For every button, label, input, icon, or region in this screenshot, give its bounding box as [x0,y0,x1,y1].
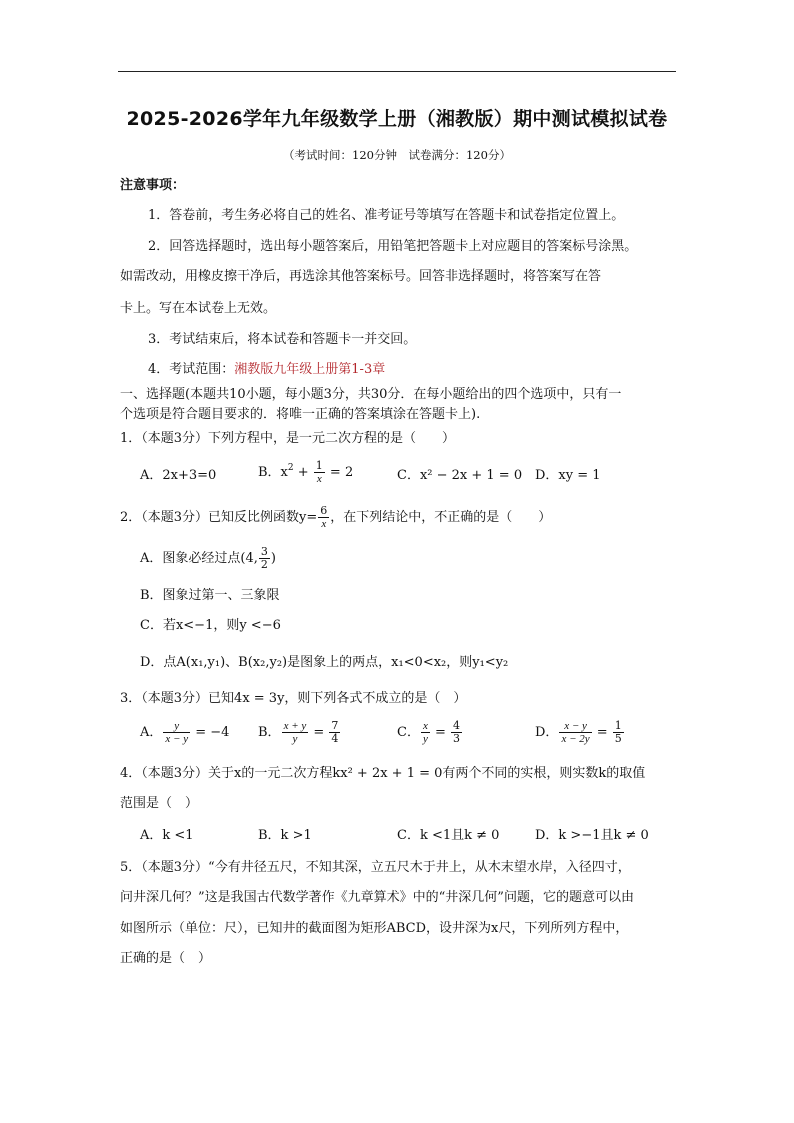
q3-a-numerator: y [163,720,190,733]
notice-item-2-end: 卡上。写在本试卷上无效。 [120,301,277,316]
notice-item-2-cont: 如需改动，用橡皮擦干净后，再选涂其他答案标号。回答非选择题时，将答案写在答 [120,269,602,284]
q3-b-rhs-denominator: 4 [331,732,339,745]
q3-b-label: B． [258,725,281,740]
q2-option-a [140,546,276,571]
q1-option-b [258,458,353,485]
q1-option-a: A．2x+3=0 [140,468,217,483]
q3-d-numerator: x − y [559,720,591,733]
q3-c-rhs-numerator: 4 [453,719,461,732]
exam-range: 湘教版九年级上册第1-3章 [234,362,386,377]
q5-stem-line-1: 5．（本题3分）“今有井径五尺，不知其深，立五尺木于井上，从木末望水岸，入径四寸， [120,860,631,875]
q3-b-numerator: x + y [283,720,307,732]
q2-option-d: D．点A(x₁,y₁)、B(x₂,y₂)是图象上的两点，x₁<0<x₂，则y₁<y₂ [140,655,509,670]
q1-b-denominator: x [316,473,322,485]
q2-option-c: C．若x<−1，则y <−6 [140,618,281,633]
q4-stem-line-2: 范围是（ ） [120,796,199,811]
q3-d-fraction [559,720,591,745]
exam-info: （考试时间：120分钟 试卷满分：120分） [283,148,511,162]
q3-b-equals: = [309,725,329,740]
q1-b-exponent: 2 [287,463,294,473]
q2-stem [120,505,551,530]
q1-b-plus: + [293,465,313,480]
q2-a-denominator: 2 [260,558,268,571]
q3-option-b [258,720,341,745]
q3-d-label: D． [535,725,559,740]
notice-item-4-prefix: 4．考试范围： [148,362,235,377]
q3-d-equals: = [592,725,612,740]
q3-c-rhs-denominator: 3 [453,732,461,745]
section-1-line-1: 一、选择题(本题共10小题，每小题3分，共30分．在每小题给出的四个选项中，只有一 [120,387,622,402]
notice-item-4 [148,360,385,380]
q2-stem-fraction [318,505,329,530]
q3-a-label: A． [140,725,163,740]
q2-a-prefix: A．图象必经过点(4, [140,551,258,566]
q3-b-rhs-fraction [329,720,340,745]
q3-d-rhs-numerator: 1 [614,719,622,732]
q1-b-fraction [314,460,325,485]
q3-c-fraction [421,720,430,745]
q4-option-a: A．k <1 [140,828,194,843]
q1-option-c: C．x² − 2x + 1 = 0 [397,468,523,483]
page-title: 2025-2026学年九年级数学上册（湘教版）期中测试模拟试卷 [126,108,668,130]
q1-stem: 1．（本题3分）下列方程中，是一元二次方程的是（ ） [120,431,456,446]
q2-stem-suffix: ，在下列结论中，不正确的是（ ） [330,510,552,525]
notice-item-2: 2．回答选择题时，选出每小题答案后，用铅笔把答题卡上对应题目的答案标号涂黑。 [148,239,638,254]
q3-c-numerator: x [422,720,428,732]
q2-stem-prefix: 2．（本题3分）已知反比例函数y= [120,510,318,525]
q3-a-fraction [163,720,190,745]
q3-c-equals: = [430,725,451,740]
q2-a-fraction [259,546,270,571]
q3-d-rhs-fraction [613,720,624,745]
q4-option-c: C．k <1且k ≠ 0 [397,828,500,843]
q2-stem-numerator: 6 [320,504,328,517]
section-1-line-2: 个选项是符合题目要求的．将唯一正确的答案填涂在答题卡上). [120,407,481,422]
q3-a-rhs: = −4 [191,725,230,740]
q4-stem-line-1: 4．（本题3分）关于x的一元二次方程kx² + 2x + 1 = 0有两个不同的实根，则实数k的取值 [120,766,646,781]
notice-item-3: 3．考试结束后，将本试卷和答题卡一并交回。 [148,332,417,347]
q1-b-rhs: = 2 [325,465,354,480]
notice-item-1: 1．答卷前，考生务必将自己的姓名、准考证号等填写在答题卡和试卷指定位置上。 [148,208,625,223]
q3-c-label: C． [397,725,420,740]
q1-option-d: D．xy = 1 [535,468,601,483]
q3-c-denominator: y [422,733,428,745]
notice-heading: 注意事项： [120,178,186,193]
q3-option-d [535,720,625,745]
q4-option-b: B．k >1 [258,828,312,843]
q3-c-rhs-fraction [451,720,462,745]
q1-b-numerator: 1 [315,459,323,472]
q2-a-numerator: 3 [260,545,268,558]
q3-d-rhs-denominator: 5 [614,732,622,745]
q3-b-denominator: y [292,733,298,745]
q2-a-suffix: ) [270,551,276,566]
q1-b-prefix: B．x [258,465,288,480]
q3-b-rhs-numerator: 7 [331,719,339,732]
q4-option-d: D．k >−1且k ≠ 0 [535,828,649,843]
q3-a-denominator: x − y [165,733,189,745]
q3-option-c [397,720,463,745]
q3-stem: 3．（本题3分）已知4x = 3y，则下列各式不成立的是（ ） [120,691,467,706]
q2-option-b: B．图象过第一、三象限 [140,588,280,603]
q5-stem-line-4: 正确的是（ ） [120,951,212,966]
q5-stem-line-2: 问井深几何？”这是我国古代数学著作《九章算术》中的“井深几何”问题，它的题意可以由 [120,890,634,905]
header-rule [118,71,676,72]
q5-stem-line-3: 如图所示（单位：尺），已知井的截面图为矩形ABCD，设井深为x尺，下列所列方程中， [120,921,629,936]
q3-d-denominator: x − 2y [561,733,590,745]
q3-option-a [140,720,229,745]
q3-b-fraction [282,720,309,745]
q2-stem-denominator: x [321,518,327,530]
